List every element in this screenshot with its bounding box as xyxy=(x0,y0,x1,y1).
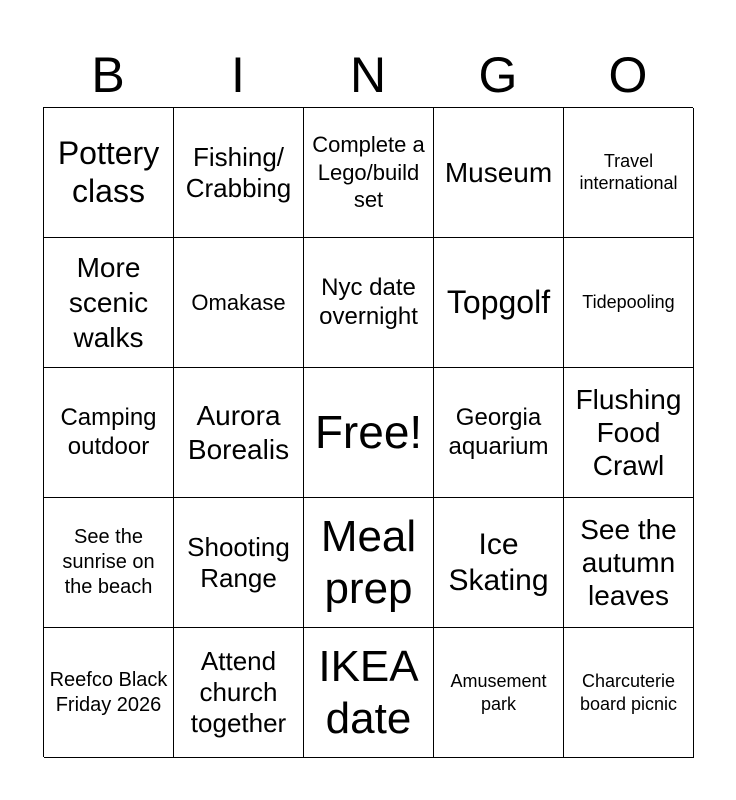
bingo-cell[interactable] xyxy=(434,498,564,628)
cell-label: Reefco Black Friday 2026 xyxy=(49,668,168,716)
cell-label: IKEA date xyxy=(318,641,419,743)
header-letter-g: G xyxy=(478,47,518,103)
cell-label: See the autumn leaves xyxy=(580,513,677,612)
header-letter-b: B xyxy=(91,47,125,103)
bingo-cell[interactable] xyxy=(564,368,694,498)
bingo-header xyxy=(43,45,693,105)
cell-label: Omakase xyxy=(191,289,286,315)
cell-label: Complete a Lego/build set xyxy=(312,132,425,213)
cell-label: Ice Skating xyxy=(448,528,549,597)
cell-label: Amusement park xyxy=(450,671,547,714)
cell-label: Georgia aquarium xyxy=(448,404,549,460)
cell-label: Flushing Food Crawl xyxy=(575,383,682,482)
free-space-label: Free! xyxy=(314,406,423,459)
cell-label: Charcuterie board picnic xyxy=(579,671,678,714)
bingo-cell[interactable] xyxy=(434,628,564,758)
cell-label: More scenic walks xyxy=(68,252,149,353)
bingo-cell[interactable] xyxy=(44,238,174,368)
cell-label: Pottery class xyxy=(57,134,160,209)
bingo-cell[interactable] xyxy=(434,238,564,368)
bingo-cell[interactable] xyxy=(174,368,304,498)
cell-label: Aurora Borealis xyxy=(187,400,290,465)
bingo-cell[interactable] xyxy=(564,238,694,368)
bingo-cell[interactable] xyxy=(304,628,434,758)
bingo-cell[interactable] xyxy=(564,628,694,758)
bingo-card-grid xyxy=(43,107,693,757)
cell-label: Travel international xyxy=(579,151,678,193)
free-space-cell[interactable] xyxy=(304,368,434,498)
cell-label: Topgolf xyxy=(446,283,551,320)
cell-label: Fishing/ Crabbing xyxy=(185,141,292,203)
cell-label: Tidepooling xyxy=(582,291,675,312)
bingo-cell[interactable] xyxy=(44,498,174,628)
bingo-cell[interactable] xyxy=(44,628,174,758)
cell-label: Museum xyxy=(444,156,553,188)
bingo-cell[interactable] xyxy=(174,108,304,238)
cell-label: See the sunrise on the beach xyxy=(62,526,155,598)
bingo-cell[interactable] xyxy=(44,368,174,498)
bingo-cell[interactable] xyxy=(564,108,694,238)
header-letter-n: N xyxy=(349,47,387,103)
bingo-cell[interactable] xyxy=(304,108,434,238)
header-letter-i: I xyxy=(231,47,245,103)
bingo-cell[interactable] xyxy=(304,238,434,368)
cell-label: Nyc date overnight xyxy=(319,274,418,330)
bingo-cell[interactable] xyxy=(44,108,174,238)
cell-label: Camping outdoor xyxy=(60,404,157,460)
bingo-cell[interactable] xyxy=(174,498,304,628)
bingo-cell[interactable] xyxy=(174,628,304,758)
cell-label: Meal prep xyxy=(320,511,417,613)
bingo-cell[interactable] xyxy=(304,498,434,628)
bingo-cell[interactable] xyxy=(434,368,564,498)
bingo-cell[interactable] xyxy=(564,498,694,628)
cell-label: Shooting Range xyxy=(187,531,290,593)
header-letter-o: O xyxy=(608,47,648,103)
bingo-cell[interactable] xyxy=(434,108,564,238)
cell-label: Attend church together xyxy=(190,646,287,738)
bingo-cell[interactable] xyxy=(174,238,304,368)
